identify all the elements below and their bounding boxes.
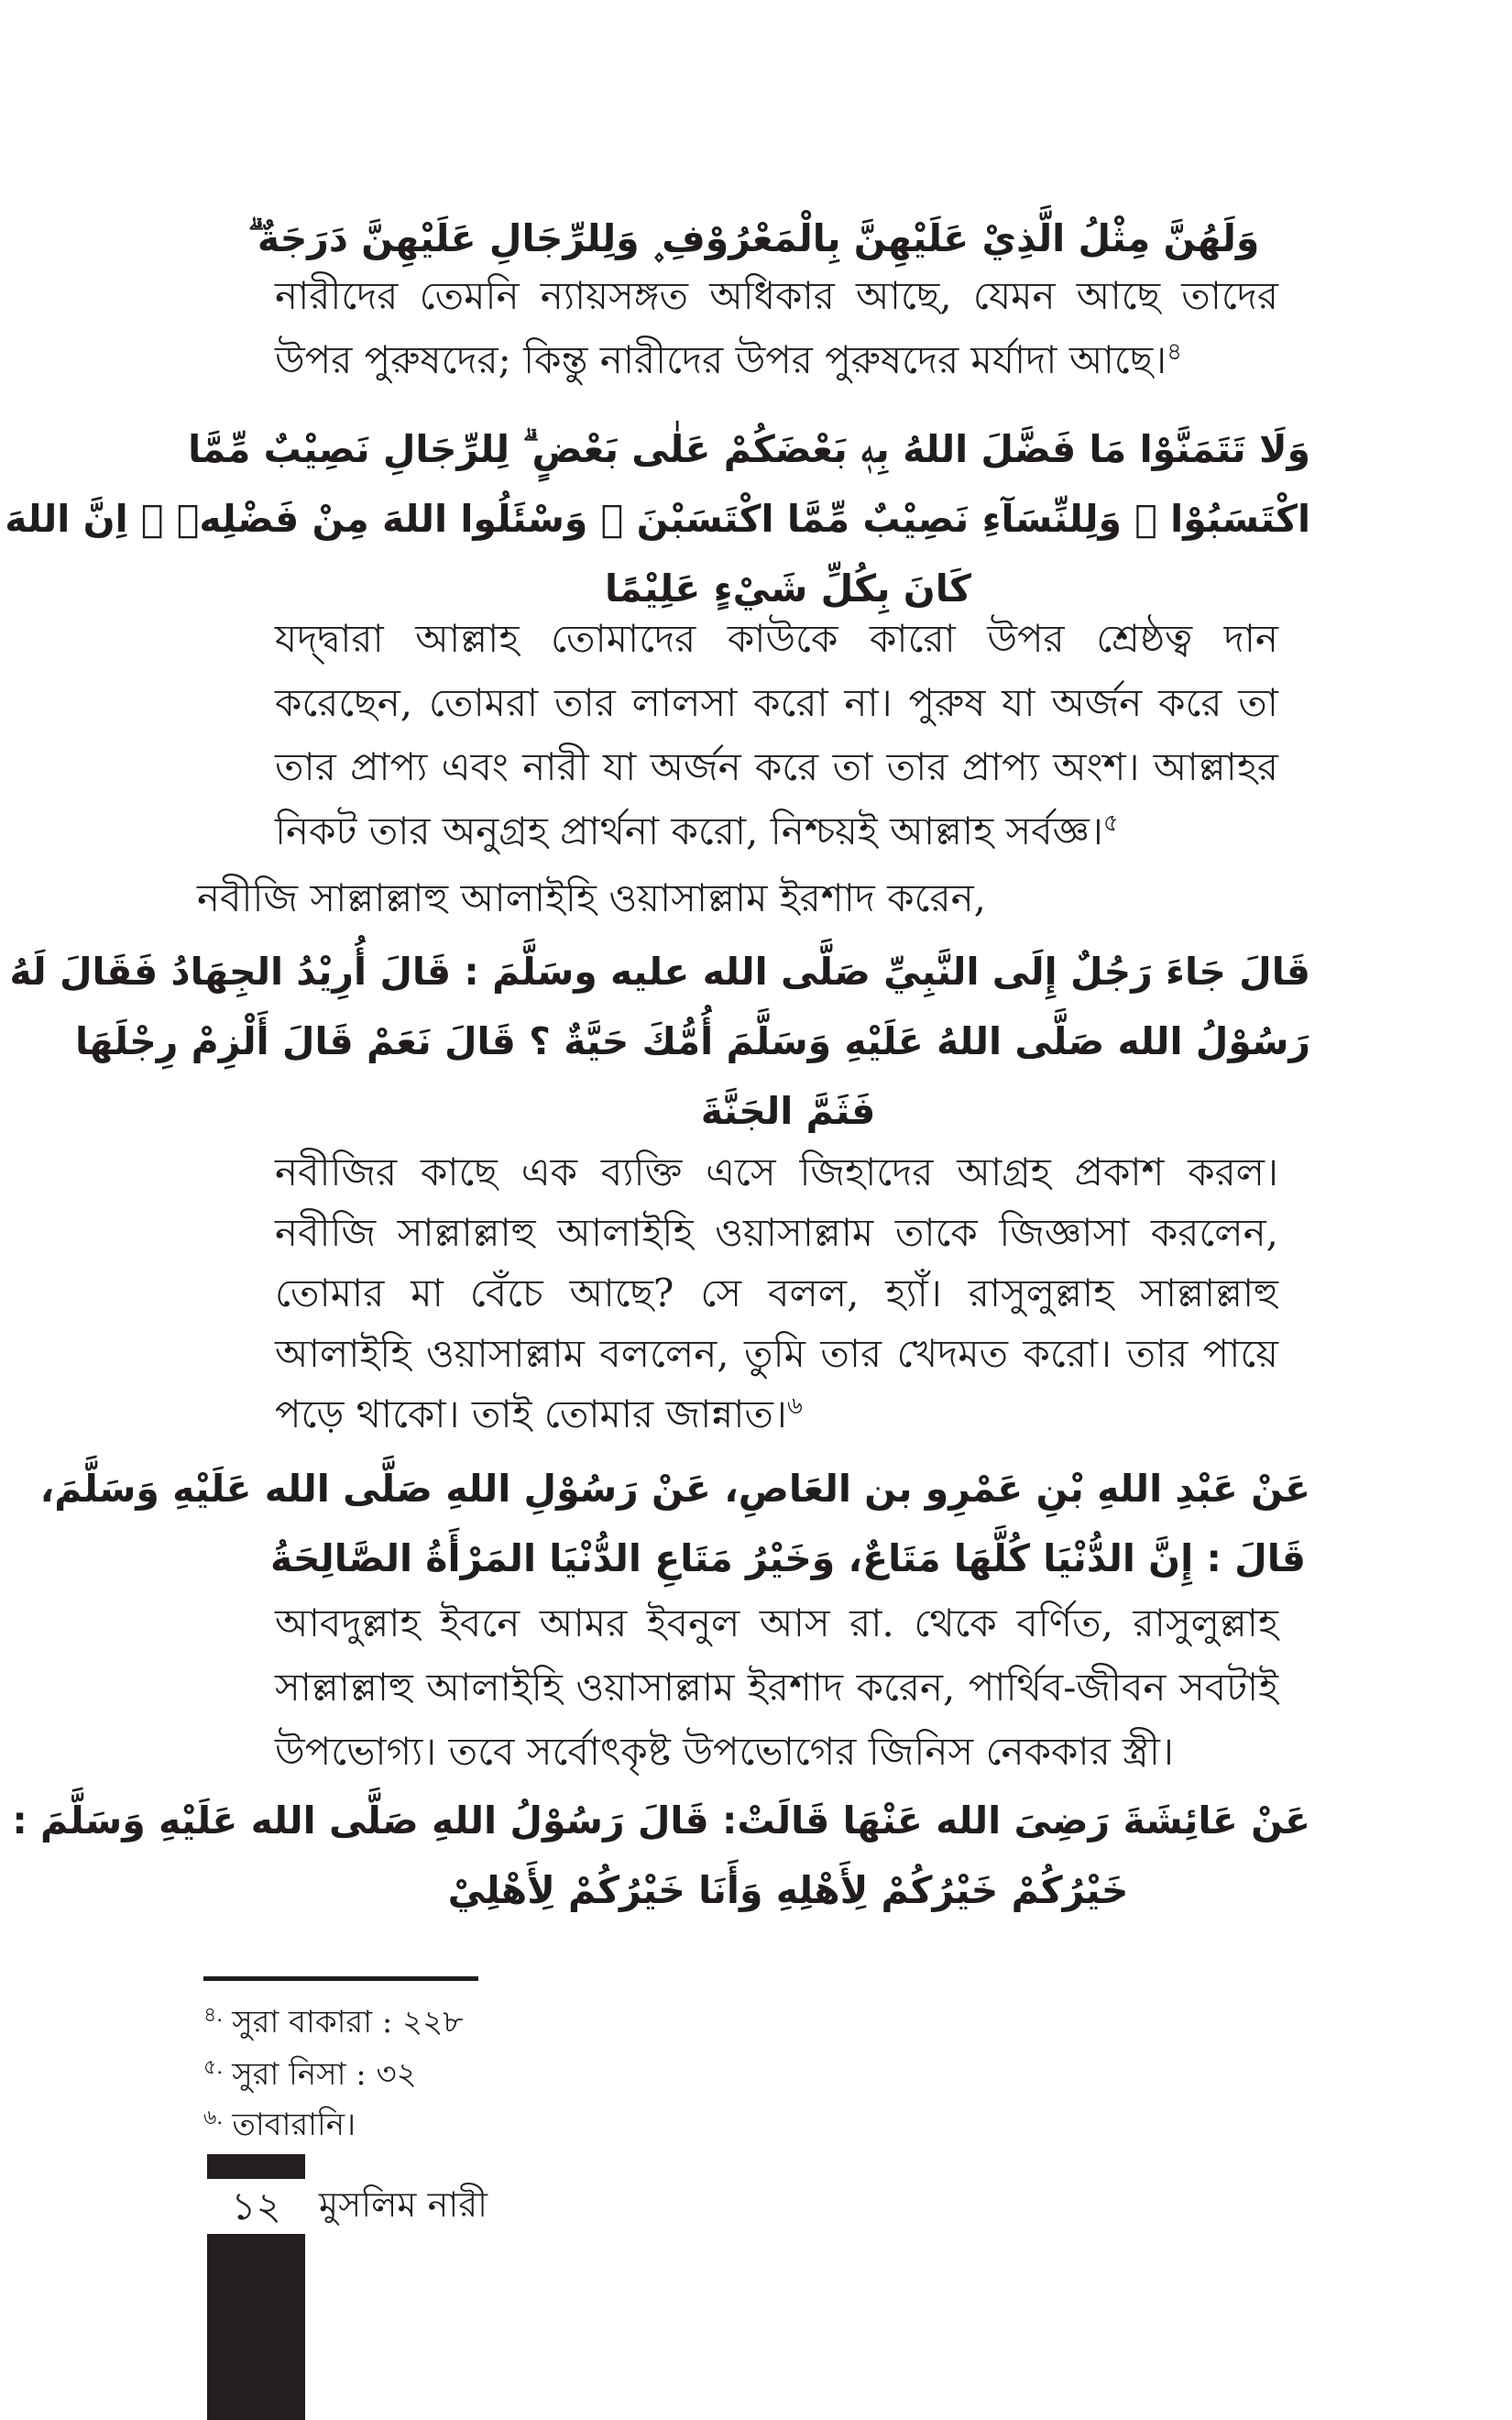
quran-verse-baqarah-arabic: [197, 204, 1310, 273]
arabic-line: فَثَمَّ الجَنَّةَ: [700, 1089, 876, 1133]
footnote-marker: ৪.: [203, 2003, 224, 2027]
verse1-translation-paragraph: [275, 264, 1278, 392]
translation-text: নারীদের তেমনি ন্যায়সঙ্গত অধিকার আছে, যেমন আছে তাদের উপর পুরুষদের; কিন্তু নারীদের উপর পুরুষদের মর্যাদা আছে।: [275, 273, 1278, 382]
footnote-marker: ৬.: [203, 2106, 224, 2129]
footnote-marker: ৫.: [203, 2055, 224, 2079]
footer-black-square: [207, 2154, 305, 2179]
footnote-row: [203, 2002, 1028, 2042]
hadith2-translation-paragraph: [275, 1591, 1278, 1784]
translation-text: যদ্দ্বারা আল্লাহ তোমাদের কাউকে কারো উপর শ্রেষ্ঠত্ব দান করেছেন, তোমরা তার লালসা করো না। পুরুষ যা অর্জন করে তা তার প্রাপ্য এবং নারী যা অর্জন করে তা তার প্রাপ্য অংশ। আল্লাহর নিকট তার অনুগ্রহ প্রার্থনা করো, নিশ্চয়ই আল্লাহ সর্বজ্ঞ।: [275, 616, 1278, 853]
arabic-line: قَالَ : إِنَّ الدُّنْيَا كُلَّهَا مَتَاعٌ، وَخَيْرُ مَتَاعِ الدُّنْيَا المَرْأَةُ الصَّالِحَةُ: [269, 1536, 1306, 1580]
arabic-line: وَلَهُنَّ مِثْلُ الَّذِيْ عَلَيْهِنَّ بِالْمَعْرُوْفِ ۪ وَلِلرِّجَالِ عَلَيْهِنَّ دَرَجَةٌ ۗ: [247, 216, 1260, 260]
arabic-line: كَانَ بِكُلِّ شَيْءٍ عَلِيْمًا: [604, 566, 971, 610]
footnote-row: [203, 2105, 1028, 2145]
arabic-line: عَنْ عَائِشَةَ رَضِىَ الله عَنْهَا قَالَتْ: قَالَ رَسُوْلُ اللهِ صَلَّى الله عَلَيْهِ وَسَلَّمَ :: [12, 1798, 1310, 1842]
hadith2-arabic: [39, 1454, 1310, 1593]
footnote-ref-5: ৫: [1102, 809, 1119, 837]
footnote-ref-4: ৪: [1167, 338, 1183, 366]
arabic-line: خَيْرُكُمْ خَيْرُكُمْ لِأَهْلِهِ وَأَنَا خَيْرُكُمْ لِأَهْلِيْ: [447, 1868, 1129, 1912]
running-head-book-title: মুসলিম নারী: [319, 2184, 488, 2225]
footer-black-bar: [207, 2234, 305, 2420]
translation-text: নবীজির কাছে এক ব্যক্তি এসে জিহাদের আগ্রহ প্রকাশ করল। নবীজি সাল্লাল্লাহু আলাইহি ওয়াসাল্লাম তাকে জিজ্ঞাসা করলেন, তোমার মা বেঁচে আছে? সে বলল, হ্যাঁ। রাসুলুল্লাহ সাল্লাল্লাহু আলাইহি ওয়াসাল্লাম বললেন, তুমি তার খেদমত করো। তার পায়ে পড়ে থাকো। তাই তোমার জান্নাত।: [275, 1150, 1278, 1436]
quran-verse-nisa-arabic: [5, 414, 1310, 623]
footnote-ref-6: ৬: [786, 1392, 803, 1420]
arabic-line: رَسُوْلُ الله صَلَّى اللهُ عَلَيْهِ وَسَلَّمَ أُمُّكَ حَيَّةٌ ؟ قَالَ نَعَمْ قَالَ أَلْزِمْ رِجْلَهَا: [75, 1019, 1310, 1063]
hadith-lead-in: নবীজি সাল্লাল্লাহু আলাইহি ওয়াসাল্লাম ইরশাদ করেন,: [197, 875, 987, 920]
footnote-text: সুরা নিসা : ৩২: [232, 2056, 417, 2093]
page-number: ১২: [231, 2184, 281, 2228]
footnote-text: সুরা বাকারা : ২২৮: [232, 2004, 464, 2040]
arabic-line: اكْتَسَبُوْا ۗ وَلِلنِّسَآءِ نَصِيْبٌ مِّمَّا اكْتَسَبْنَ ۗ وَسْئَلُوا اللهَ مِنْ فَضْلِهٖ ۗ اِنَّ اللهَ: [5, 497, 1310, 541]
footnote-text: তাবারানি।: [232, 2106, 356, 2143]
arabic-line: قَالَ جَاءَ رَجُلٌ إِلَى النَّبِيِّ صَلَّى الله عليه وسَلَّمَ : قَالَ أُرِيْدُ الجِهَادُ فَقَالَ لَهُ: [9, 950, 1310, 994]
hadith1-translation-paragraph: [275, 1142, 1278, 1445]
footnote-separator: [203, 1976, 478, 1981]
hadith3-arabic: [12, 1786, 1310, 1925]
translation-text: আবদুল্লাহ ইবনে আমর ইবনুল আস রা. থেকে বর্ণিত, রাসুলুল্লাহ সাল্লাল্লাহু আলাইহি ওয়াসাল্লাম ইরশাদ করেন, পার্থিব-জীবন সবটাই উপভোগ্য। তবে সর্বোৎকৃষ্ট উপভোগের জিনিস নেককার স্ত্রী।: [275, 1600, 1278, 1774]
arabic-line: عَنْ عَبْدِ اللهِ بْنِ عَمْرِو بن العَاصِ، عَنْ رَسُوْلِ اللهِ صَلَّى الله عَلَيْهِ وَسَلَّمَ،: [39, 1467, 1310, 1511]
hadith1-arabic: [9, 937, 1310, 1146]
footnote-row: [203, 2054, 1028, 2095]
arabic-line: وَلَا تَتَمَنَّوْا مَا فَضَّلَ اللهُ بِهٖ بَعْضَكُمْ عَلٰى بَعْضٍ ۗ لِلرِّجَالِ نَصِيْبٌ مِّمَّا: [188, 427, 1310, 471]
verse2-translation-paragraph: [275, 607, 1278, 864]
